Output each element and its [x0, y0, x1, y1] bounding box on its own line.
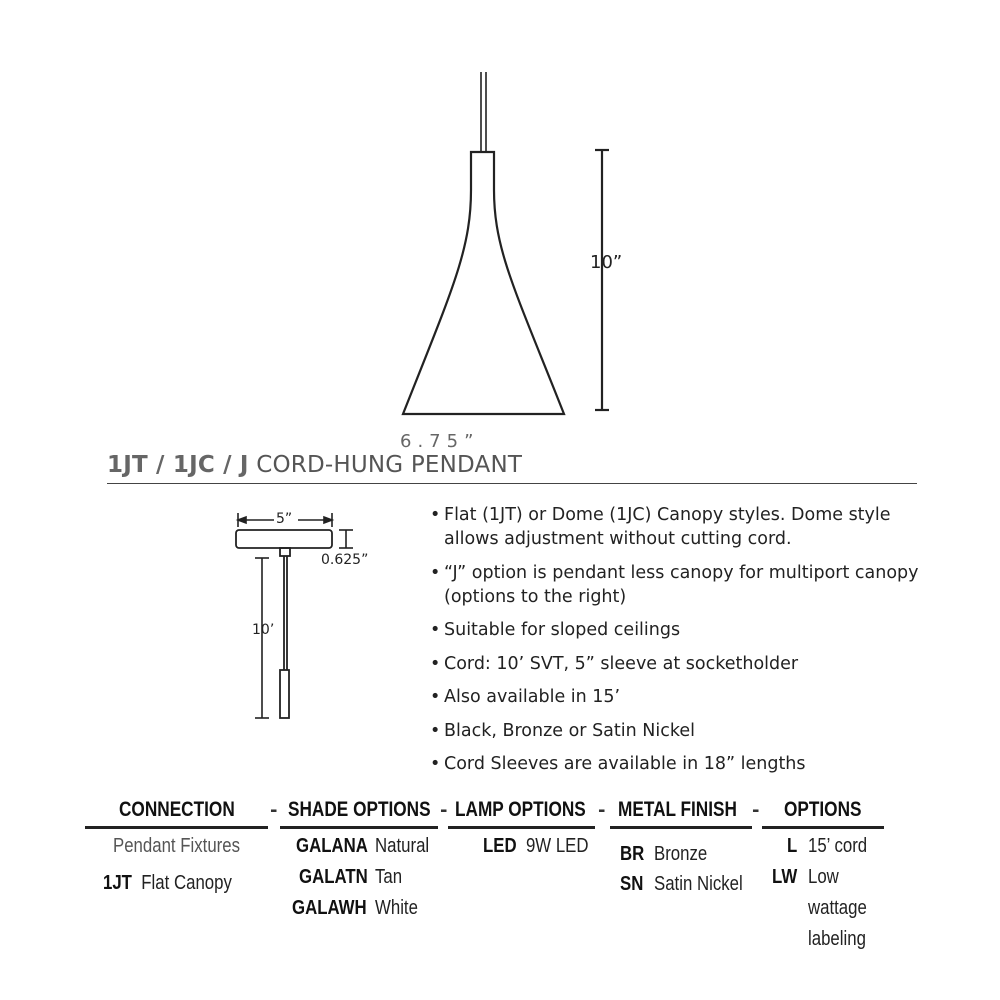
- feature-item: • Black, Bronze or Satin Nickel: [430, 719, 920, 743]
- option-code: GALATN: [299, 866, 368, 888]
- option-label: Flat Canopy: [141, 872, 232, 894]
- separator: -: [270, 800, 278, 821]
- lamp-option-item: [483, 835, 588, 858]
- cord-length-dimension: [255, 558, 269, 718]
- option-code: BR: [620, 843, 645, 865]
- option-code: L: [787, 835, 798, 857]
- separator: -: [752, 800, 760, 821]
- feature-item: • Cord: 10’ SVT, 5” sleeve at socketholder: [430, 652, 920, 676]
- shade-option-label: Natural: [375, 835, 430, 857]
- shade-option-item: [292, 897, 367, 920]
- option-code: SN: [620, 873, 644, 895]
- metal-finish-item: [620, 843, 644, 866]
- options-item: [787, 835, 797, 858]
- lamp-options-underline: [448, 826, 595, 829]
- option-code: LW: [772, 866, 798, 888]
- separator: -: [598, 800, 606, 821]
- title-rule: [107, 483, 917, 484]
- feature-item: • “J” option is pendant less canopy for multiport canopy (options to the right): [430, 561, 920, 609]
- cut-off-width-label: 6.75”: [400, 431, 480, 452]
- options-header: OPTIONS: [784, 798, 862, 821]
- cord-length-label: 10’: [252, 622, 275, 638]
- separator: -: [440, 800, 448, 821]
- metal-finish-label: Bronze: [654, 843, 708, 865]
- option-code: 1JT: [103, 872, 132, 894]
- options-underline: [762, 826, 884, 829]
- product-name: CORD-HUNG PENDANT: [256, 452, 523, 478]
- connection-underline: [85, 826, 268, 829]
- page-title: [107, 452, 522, 478]
- shade-options-underline: [280, 826, 438, 829]
- connection-header: CONNECTION: [119, 798, 235, 821]
- options-label-continued: wattage: [808, 897, 867, 919]
- canopy-height-dimension: [339, 530, 353, 548]
- metal-finish-label: Satin Nickel: [654, 873, 743, 895]
- shade-option-item: [296, 835, 368, 858]
- height-dimension-line: [595, 150, 609, 410]
- connection-item: [103, 872, 232, 895]
- option-code: LED: [483, 835, 517, 857]
- shade-option-item: [299, 866, 368, 889]
- option-label: 9W LED: [525, 835, 589, 857]
- product-codes: 1JT / 1JC / J: [107, 452, 249, 478]
- options-item: [772, 866, 797, 889]
- connection-subheader: Pendant Fixtures: [113, 835, 241, 857]
- shade-option-label: White: [375, 897, 418, 919]
- canopy-drawing: [236, 530, 332, 718]
- height-label: 10”: [590, 252, 623, 273]
- shade-option-label: Tan: [375, 866, 403, 888]
- feature-item: • Flat (1JT) or Dome (1JC) Canopy styles. Dome style allows adjustment without cutting cord.: [430, 503, 920, 551]
- options-label: 15’ cord: [808, 835, 868, 857]
- options-label: Low: [808, 866, 839, 888]
- feature-item: • Cord Sleeves are available in 18” lengths: [430, 752, 920, 776]
- lamp-options-header: LAMP OPTIONS: [455, 798, 586, 821]
- pendant-shade-drawing: [403, 72, 564, 414]
- feature-item: • Also available in 15’: [430, 685, 920, 709]
- metal-finish-underline: [610, 826, 752, 829]
- shade-options-header: SHADE OPTIONS: [288, 798, 431, 821]
- metal-finish-header: METAL FINISH: [618, 798, 737, 821]
- canopy-width-label: 5”: [276, 511, 293, 527]
- options-label-continued: labeling: [808, 928, 866, 950]
- metal-finish-item: [620, 873, 643, 896]
- feature-list: [430, 503, 920, 786]
- option-code: GALANA: [296, 835, 368, 857]
- canopy-height-label: 0.625”: [321, 552, 369, 568]
- feature-item: • Suitable for sloped ceilings: [430, 618, 920, 642]
- option-code: GALAWH: [292, 897, 367, 919]
